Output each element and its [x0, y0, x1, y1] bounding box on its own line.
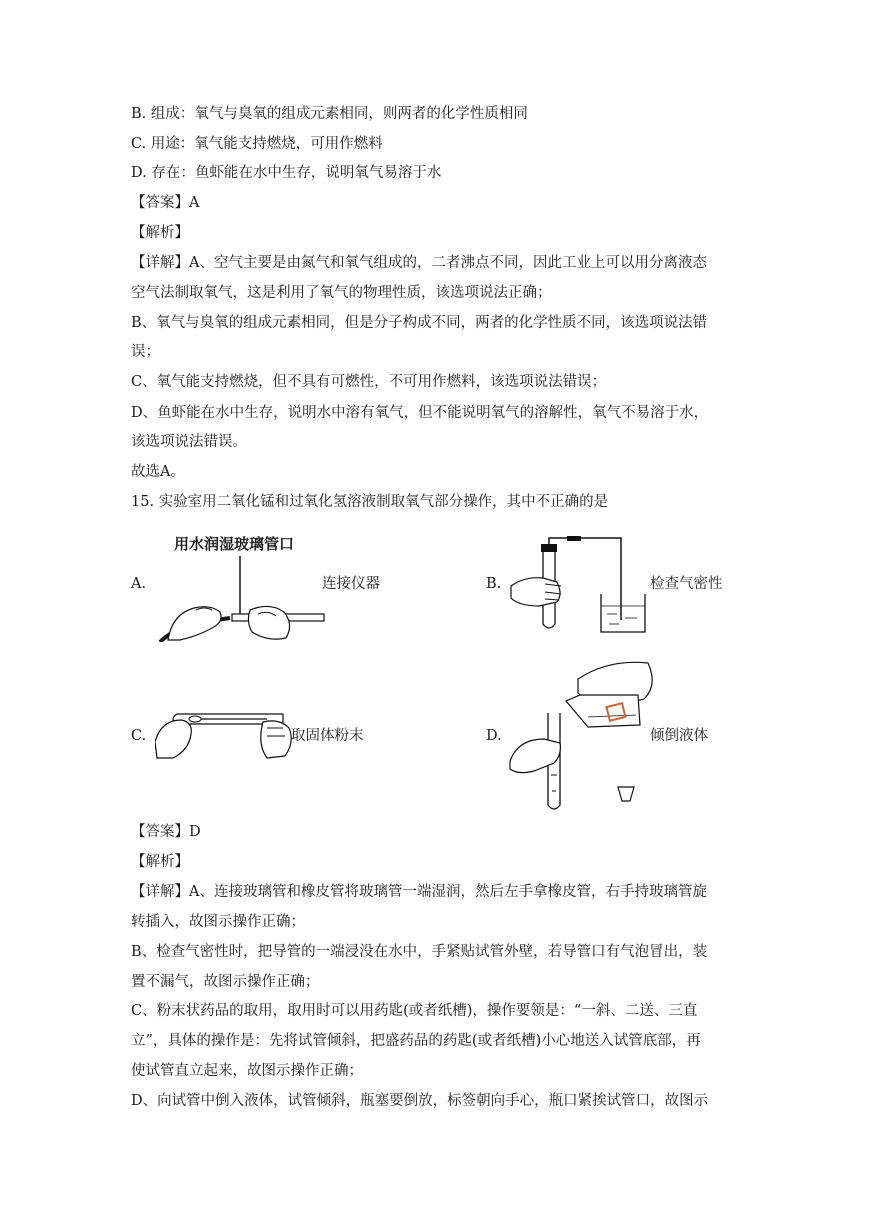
q15-detail-line: B、检查气密性时，把导管的一端浸没在水中，手紧贴试管外壁，若导管口有气泡冒出，装 — [131, 944, 708, 960]
q15-detail-line: 使试管直立起来，故图示操作正确； — [131, 1063, 363, 1079]
figure-d-pour-liquid — [508, 655, 668, 815]
q14-detail-line: C、氧气能支持燃烧，但不具有可燃性，不可用作燃料，该选项说法错误； — [131, 374, 607, 390]
q14-detail-line: 【详解】A、空气主要是由氮气和氧气组成的，二者沸点不同，因此工业上可以用分离液态 — [131, 255, 707, 271]
q14-detail-line: B、氧气与臭氧的组成元素相同，但是分子构成不同，两者的化学性质不同，该选项说法错 — [131, 315, 708, 331]
q15-detail-line: 立”，具体的操作是：先将试管倾斜，把盛药品的药匙(或者纸槽)小心地送入试管底部，再 — [131, 1033, 701, 1049]
figure-c-take-powder — [155, 698, 295, 770]
option-c-letter: C. — [131, 728, 147, 744]
q15-answer: 【答案】D — [131, 824, 201, 840]
option-a-caption: 连接仪器 — [322, 576, 380, 592]
q14-detail-line: 误； — [131, 344, 160, 360]
figure-a-label: 用水润湿玻璃管口 — [174, 535, 295, 553]
q14-answer: 【答案】A — [131, 195, 200, 211]
q15-stem: 15. 实验室用二氧化锰和过氧化氢溶液制取氧气部分操作，其中不正确的是 — [131, 494, 609, 510]
option-b-letter: B. — [486, 576, 502, 592]
q15-detail-line: C、粉末状药品的取用，取用时可以用药匙(或者纸槽)，操作要领是：“一斜、二送、三直 — [131, 1003, 698, 1019]
q15-detail-line: 转插入，故图示操作正确； — [131, 914, 305, 930]
option-d-caption: 倾倒液体 — [650, 728, 708, 744]
q14-analysis-heading: 【解析】 — [131, 225, 189, 241]
figure-a-connect-apparatus — [150, 552, 330, 642]
option-b-caption: 检查气密性 — [650, 576, 723, 592]
q15-detail-line: 【详解】A、连接玻璃管和橡皮管将玻璃管一端湿润，然后左手拿橡皮管，右手持玻璃管旋 — [131, 884, 707, 900]
option-d-letter: D. — [486, 728, 502, 744]
q14-detail-line: 空气法制取氧气，这是利用了氧气的物理性质，该选项说法正确； — [131, 285, 552, 301]
q14-detail-line: D、鱼虾能在水中生存，说明水中溶有氧气，但不能说明氧气的溶解性，氧气不易溶于水， — [131, 405, 709, 421]
figure-b-airtightness-check — [505, 536, 655, 636]
q14-option-c: C. 用途：氧气能支持燃烧，可用作燃料 — [131, 136, 383, 152]
q15-detail-line: 置不漏气，故图示操作正确； — [131, 974, 320, 990]
q15-analysis-heading: 【解析】 — [131, 854, 189, 870]
option-a-letter: A. — [131, 576, 147, 592]
q15-detail-line: D、向试管中倒入液体，试管倾斜，瓶塞要倒放，标签朝向手心，瓶口紧挨试管口，故图示 — [131, 1093, 709, 1109]
q14-detail-line: 该选项说法错误。 — [131, 434, 247, 450]
q14-option-d: D. 存在：鱼虾能在水中生存，说明氧气易溶于水 — [131, 165, 442, 181]
q14-detail-line: 故选A。 — [131, 464, 185, 480]
option-c-caption: 取固体粉末 — [291, 728, 364, 744]
q14-option-b: B. 组成：氧气与臭氧的组成元素相同，则两者的化学性质相同 — [131, 106, 528, 122]
